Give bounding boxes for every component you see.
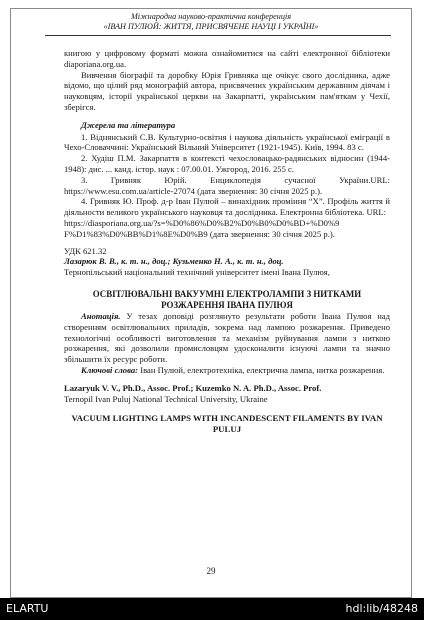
repository-footer-bar xyxy=(0,598,424,620)
conference-title: «ІВАН ПУЛЮЙ: ЖИТТЯ, ПРИСВЯЧЕНЕ НАУЦІ І УКРАЇНІ» xyxy=(103,22,319,31)
references-heading: Джерела та література xyxy=(81,119,176,130)
keywords-text: Іван Пулюй, електротехніка, електрична лампа, нитка розжарення. xyxy=(140,364,385,375)
english-authors: Lazaryuk V. V., Ph.D., Assoc. Prof.; Kuzemko N. A. Ph.D., Assoc. Prof. xyxy=(64,382,322,393)
annotation-paragraph xyxy=(64,311,390,365)
handle-identifier: hdl:lib/48248 xyxy=(345,602,418,615)
article-authors: Лазарюк В. В., к. т. н., доц.; Кузьменко Н. А., к. т. н., доц. xyxy=(64,256,284,267)
article-title: ОСВІТЛЮВАЛЬНІ ВАКУУМНІ ЕЛЕКТРОЛАМПИ З НИТКАМИ РОЗЖАРЕННЯ ІВАНА ПУЛЮЯ xyxy=(92,288,362,310)
document-page xyxy=(10,8,412,598)
english-title: VACUUM LIGHTING LAMPS WITH INCANDESCENT FILAMENTS BY IVAN PULUJ xyxy=(71,413,383,435)
english-affiliation: Ternopil Ivan Puluj National Technical University, Ukraine xyxy=(64,393,268,404)
keywords-label: Ключові слова: xyxy=(81,364,139,375)
udc-code: УДК 621.32 xyxy=(64,245,107,256)
running-header xyxy=(11,12,411,32)
annotation-text: У тезах доповіді розглянуто результати роботи Івана Пулюя над створенням освітлювальних приладів, зокрема над лампою розжарення. Приведено технологічні особливості виготовлення та механізм руйнування лампи з ниткою розжарення, які дозволили промисловцям удосконалити існуючі лампи та значно збільшити їх ресурс роботи. xyxy=(64,310,390,365)
reference-url-line-1: https://diasporiana.org.ua/?s=%D0%86%D0%B2%D0%B0%D0%BD+%D0%9 xyxy=(64,217,340,228)
page-body xyxy=(64,48,390,435)
article-affiliation: Тернопільський національний технічний університет імені Івана Пулюя, xyxy=(64,267,330,278)
conference-name: Міжнародна науково-практична конференція xyxy=(130,12,292,21)
page-number: 29 xyxy=(206,566,216,576)
intro-paragraph-2: Вивчення біографії та доробку Юрія Гривняка ще очікує свого дослідника, адже відомо, що цілий ряд монографій автора, присвячених українським державним діячам і науковцям, історії української церкви на Закарпатті, українським пам'яткам у Чехії, зберігся. xyxy=(64,69,390,112)
reference-item-4: 4. Гривняк Ю. Проф. д-р Іван Пулюй – винахідник проміння “Х”. Профіль життя й діяльности великого українського науковця та дослідника. Електронна бібліотека. URL: xyxy=(64,196,390,218)
keywords-paragraph xyxy=(64,365,390,376)
reference-item-3: 3. Гривняк Юрій. Енциклопедія сучасної України.URL: https://www.esu.com.ua/article-27074 (дата звернення: 30 січня 2025 р.). xyxy=(64,174,390,196)
reference-item-1: 1. Віднянський С.В. Культурно-освітня і наукова діяльність української еміграції в Чехо-Словаччині: Український Вільний Університет (1921-1945). Київ, 1994. 83 с. xyxy=(64,131,390,153)
reference-url-line-2: F%D1%83%D0%BB%D1%8E%D0%B9 (дата звернення: 30 січня 2025 р.). xyxy=(64,228,335,239)
repository-name: ELARTU xyxy=(6,602,49,615)
intro-paragraph-1: книгою у цифровому форматі можна ознайомитися на сайті електронної бібліотеки diaporiana.org.ua. xyxy=(64,48,390,69)
header-rule xyxy=(45,35,391,36)
reference-item-2: 2. Худіш П.М. Закарпаття в контексті чехословацько-радянських відносин (1944-1948): дис. ... канд. істор. наук : 07.00.01. Ужгород, 2016. 255 с. xyxy=(64,153,390,174)
annotation-label: Анотація. xyxy=(81,310,121,321)
